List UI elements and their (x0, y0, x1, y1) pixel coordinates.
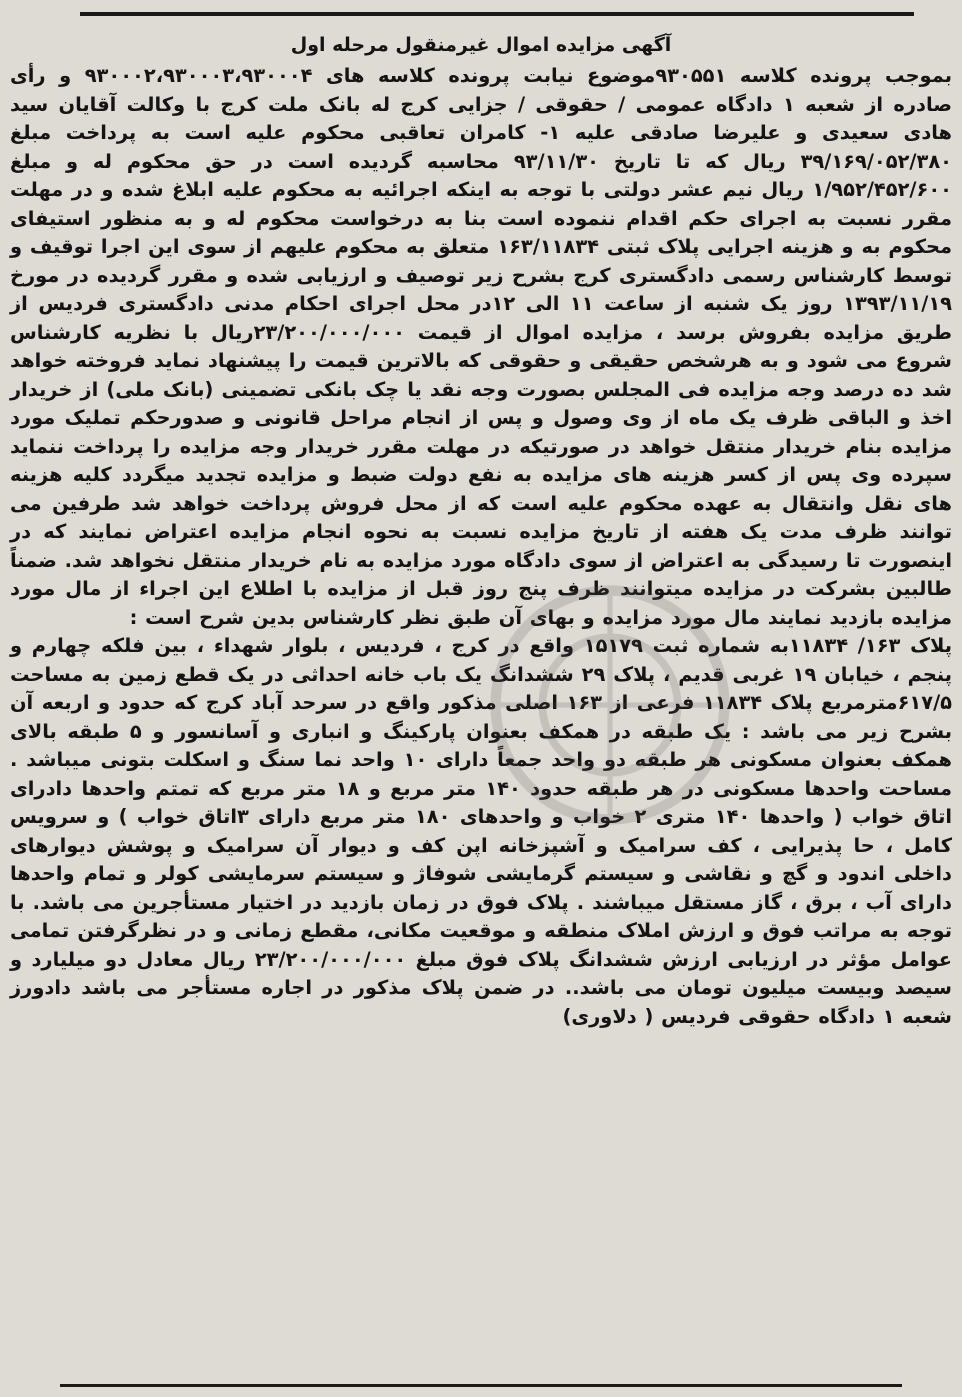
top-rule-divider (80, 12, 914, 16)
notice-body (10, 62, 952, 1031)
bottom-rule-divider (60, 1384, 902, 1387)
notice-title: آگهی مزایده اموال غیرمنقول مرحله اول (290, 34, 672, 56)
notice-paragraph-1: بموجب پرونده کلاسه ۹۳۰۵۵۱موضوع نیابت پرونده کلاسه های ۹۳۰۰۰۲،۹۳۰۰۰۳،۹۳۰۰۰۴ و رأی صادره از شعبه ۱ دادگاه عمومی / حقوقی / جزایی کرج له بانک ملت کرج با وکالت آقایان سید هادی سعیدی و علیرضا صادقی علیه ۱- کامران تعاقبی محکوم علیه است به پرداخت مبلغ ۳۹/۱۶۹/۰۵۲/۳۸۰ ریال که تا تاریخ ۹۳/۱۱/۳۰ محاسبه گردیده است در حق محکوم له و مبلغ ۱/۹۵۲/۴۵۲/۶۰۰ ریال نیم عشر دولتی با توجه به اینکه اجرائیه به محکوم علیه ابلاغ شده و در مهلت مقرر نسبت به اجرای حکم اقدام ننموده است بنا به درخواست محکوم له و به منظور استیفای محکوم به و هزینه اجرایی پلاک ثبتی ۱۶۳/۱۱۸۳۴ متعلق به محکوم علیهم از سوی این اجرا توقیف و توسط کارشناس رسمی دادگستری کرج بشرح زیر توصیف و ارزیابی شده و مقرر گردیده در مورخ ۱۳۹۳/۱۱/۱۹ روز یک شنبه از ساعت ۱۱ الی ۱۲در محل اجرای احکام مدنی دادگستری فردیس از طریق مزایده بفروش برسد ، مزایده اموال از قیمت ۲۳/۲۰۰/۰۰۰/۰۰۰ریال با نظریه کارشناس شروع می شود و به هرشخص حقیقی و حقوقی که بالاترین قیمت را پیشنهاد نماید فروخته خواهد شد ده درصد وجه مزایده فی المجلس بصورت وجه نقد یا چک بانکی تضمینی (بانک ملی) از خریدار اخذ و الباقی ظرف یک ماه از وی وصول و پس از انجام مراحل قانونی و صدورحکم تملیک مورد مزایده بنام خریدار منتقل خواهد در صورتیکه در مهلت مقرر خریدار وجه مزایده را پرداخت ننماید سپرده وی پس از کسر هزینه های مزایده به نفع دولت ضبط و مزایده تجدید میگردد کلیه هزینه های نقل وانتقال به عهده محکوم علیه است که از محل فروش پرداخت خواهد شد طرفین می توانند ظرف مدت یک هفته از تاریخ مزایده نسبت به نحوه انجام مزایده اعتراض نمایند که در اینصورت تا رسیدگی به اعتراض از سوی دادگاه مورد مزایده به نام خریدار منتقل نخواهد شد. ضمناً طالبین بشرکت در مزایده میتوانند ظرف پنج روز قبل از مزایده با اطلاع این اجراء از مال مورد مزایده بازدید نمایند مال مورد مزایده و بهای آن طبق نظر کارشناس بدین شرح است : (9, 64, 952, 629)
notice-paragraph-2: پلاک ۱۶۳/ ۱۱۸۳۴به شماره ثبت ۱۵۱۷۹ واقع در کرج ، فردیس ، بلوار شهداء ، بین فلکه چهارم و پنجم ، خیابان ۱۹ غربی قدیم ، پلاک ۲۹ ششدانگ یک باب خانه احداثی در یک قطع زمین به مساحت ۶۱۷/۵مترمربع پلاک ۱۱۸۳۴ فرعی از ۱۶۳ اصلی مذکور واقع در سرحد آباد کرج که حدود و اربعه آن بشرح زیر می باشد : یک طبقه در همکف بعنوان پارکینگ و انباری و آسانسور و ۵ طبقه بالای همکف بعنوان مسکونی هر طبقه دو واحد جمعاً دارای ۱۰ واحد نما سنگ و اسکلت بتونی میباشد . مساحت واحدها مسکونی در هر طبقه حدود ۱۴۰ متر مربع و ۱۸ متر مربع که تمتم واحدها دادرای اتاق خواب ( واحدها ۱۴۰ متری ۲ خواب و واحدهای ۱۸۰ متر مربع دارای ۳اتاق خواب ) و سرویس کامل ، حا پذیرایی ، کف سرامیک و آشپزخانه اپن کف و دیوار آن سرامیک و پوشش دیوارهای داخلی اندود و گچ و نقاشی و سیستم گرمایشی شوفاژ و سیستم سرمایشی کولر و تمام واحدها دارای آب ، برق ، گاز مستقل میباشند . پلاک فوق در زمان بازدید در اختیار مستأجرین می باشد. با توجه به مراتب فوق و ارزش املاک منطقه و موقعیت مکانی، مقطع زمانی و در نظرگرفتن تمامی عوامل مؤثر در ارزیابی ارزش ششدانگ پلاک فوق مبلغ ۲۳/۲۰۰/۰۰۰/۰۰۰ ریال معادل دو میلیارد و سیصد وبیست میلیون تومان می باشد.. در ضمن پلاک مذکور در اجاره مستأجر می باشد دادورز شعبه ۱ دادگاه حقوقی فردیس ( دلاوری) (10, 634, 953, 1028)
